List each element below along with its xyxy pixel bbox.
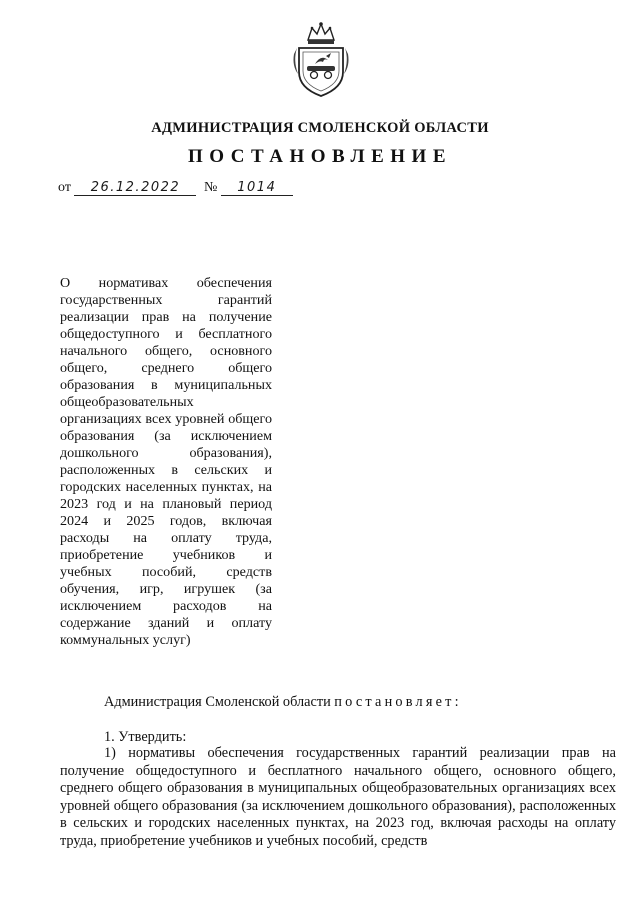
resolution-subject: О нормативах обеспечения государственных гарантий реализации прав на получение общедоступного и бесплатного начального общего, основного общего, среднего общего образования в муниципальных общеобразовательных организациях всех уровней общего образования (за исключением дошкольного образования), расположенных в сельских и городских населенных пунктах, на 2023 год и на плановый период 2024 и 2025 годов, включая расходы на оплату труда, приобретение учебников и учебных пособий, средств обучения, игр, игрушек (за исключением расходов на содержание зданий и оплату коммунальных услуг) [60,275,272,648]
handwritten-number: 1014 [221,180,293,196]
date-number-line [58,180,293,200]
item-1-1-text: 1) нормативы обеспечения государственных гарантий реализации прав на получение общедоступного и бесплатного начального общего, основного общего, среднего общего образования в муниципальных общеобразовательных организациях всех уровней общего образования (за исключением дошкольного образования), расположенных в сельских и городских населенных пунктах, на 2023 год, включая расходы на оплату труда, приобретение учебников и учебных пособий, средств [60,745,616,849]
handwritten-date: 26.12.2022 [74,180,196,196]
preamble-prefix: Администрация Смоленской области [104,694,331,710]
preamble [104,694,462,711]
coat-of-arms-icon [290,20,352,100]
preamble-verb: постановляет: [334,694,462,710]
item-1-heading: 1. Утвердить: [104,729,187,745]
organization-title: АДМИНИСТРАЦИЯ СМОЛЕНСКОЙ ОБЛАСТИ [151,120,489,136]
number-label: № [203,180,218,195]
document-type-heading: ПОСТАНОВЛЕНИЕ [187,146,453,167]
date-prefix-label: от [58,180,71,195]
